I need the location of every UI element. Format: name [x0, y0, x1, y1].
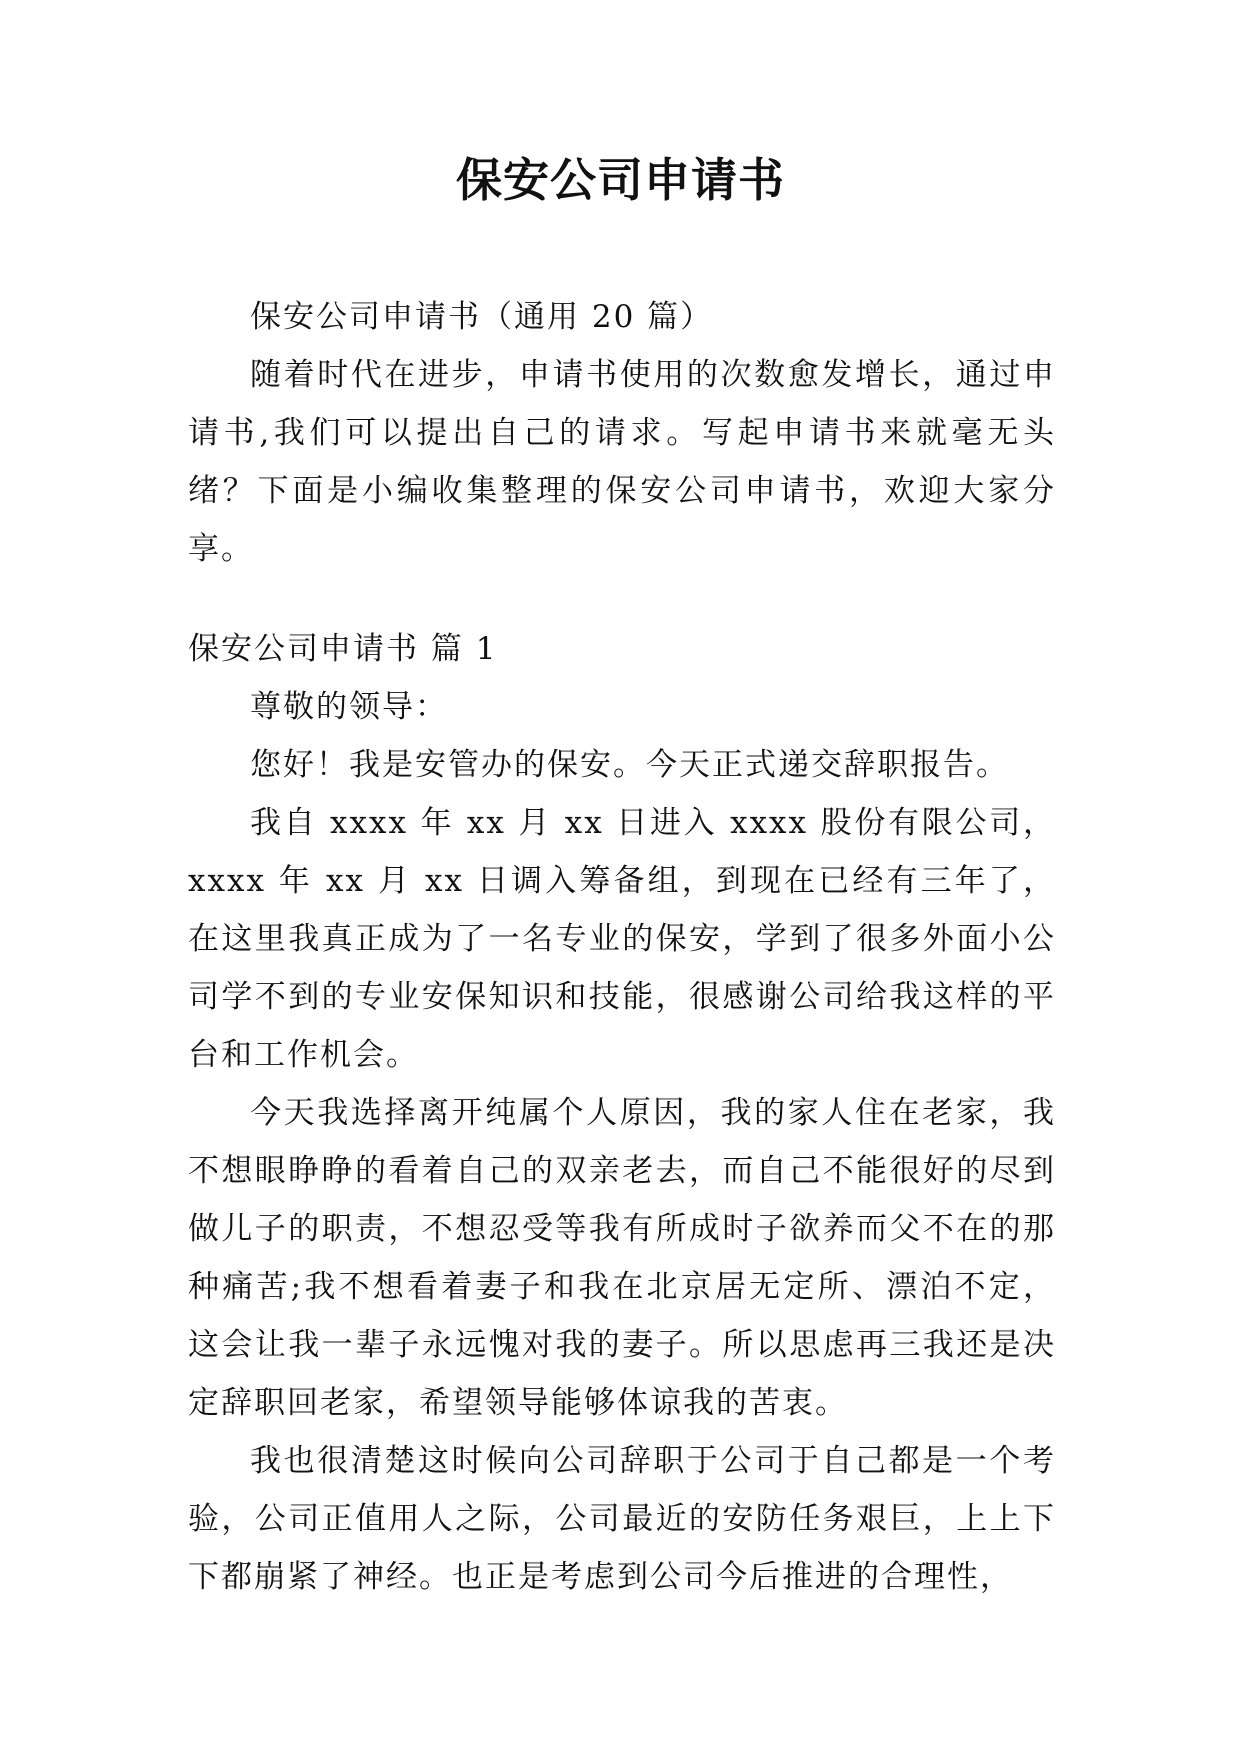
document-title: 保安公司申请书 — [456, 153, 785, 207]
section-heading: 保安公司申请书 篇 1 — [188, 631, 498, 667]
body-paragraph: 今天我选择离开纯属个人原因，我的家人住在老家，我不想眼睁睁的看着自己的双亲老去，而自己不能很好的尽到做儿子的职责，不想忍受等我有所成时子欲养而父不在的那种痛苦;我不想看着妻子和我在北京居无定所、漂泊不定，这会让我一辈子永远愧对我的妻子。所以思虑再三我还是决定辞职回老家，希望领导能够体谅我的苦衷。 — [188, 1095, 1056, 1421]
salutation: 尊敬的领导： — [250, 689, 448, 725]
document-subtitle: 保安公司申请书（通用 20 篇） — [250, 299, 714, 335]
body-paragraph: 我也很清楚这时候向公司辞职于公司于自己都是一个考验，公司正值用人之际，公司最近的安防任务艰巨，上上下下都崩紧了神经。也正是考虑到公司今后推进的合理性， — [188, 1443, 1056, 1595]
document-body — [188, 288, 1056, 1606]
intro-paragraph: 随着时代在进步，申请书使用的次数愈发增长，通过申请书,我们可以提出自己的请求。写起申请书来就毫无头绪？下面是小编收集整理的保安公司申请书，欢迎大家分享。 — [188, 357, 1056, 567]
body-paragraph: 我自 xxxx 年 xx 月 xx 日进入 xxxx 股份有限公司，xxxx 年 xx 月 xx 日调入筹备组，到现在已经有三年了，在这里我真正成为了一名专业的保安，学到了很多外面小公司学不到的专业安保知识和技能，很感谢公司给我这样的平台和工作机会。 — [188, 805, 1056, 1073]
body-paragraph: 您好！我是安管办的保安。今天正式递交辞职报告。 — [250, 747, 1009, 783]
